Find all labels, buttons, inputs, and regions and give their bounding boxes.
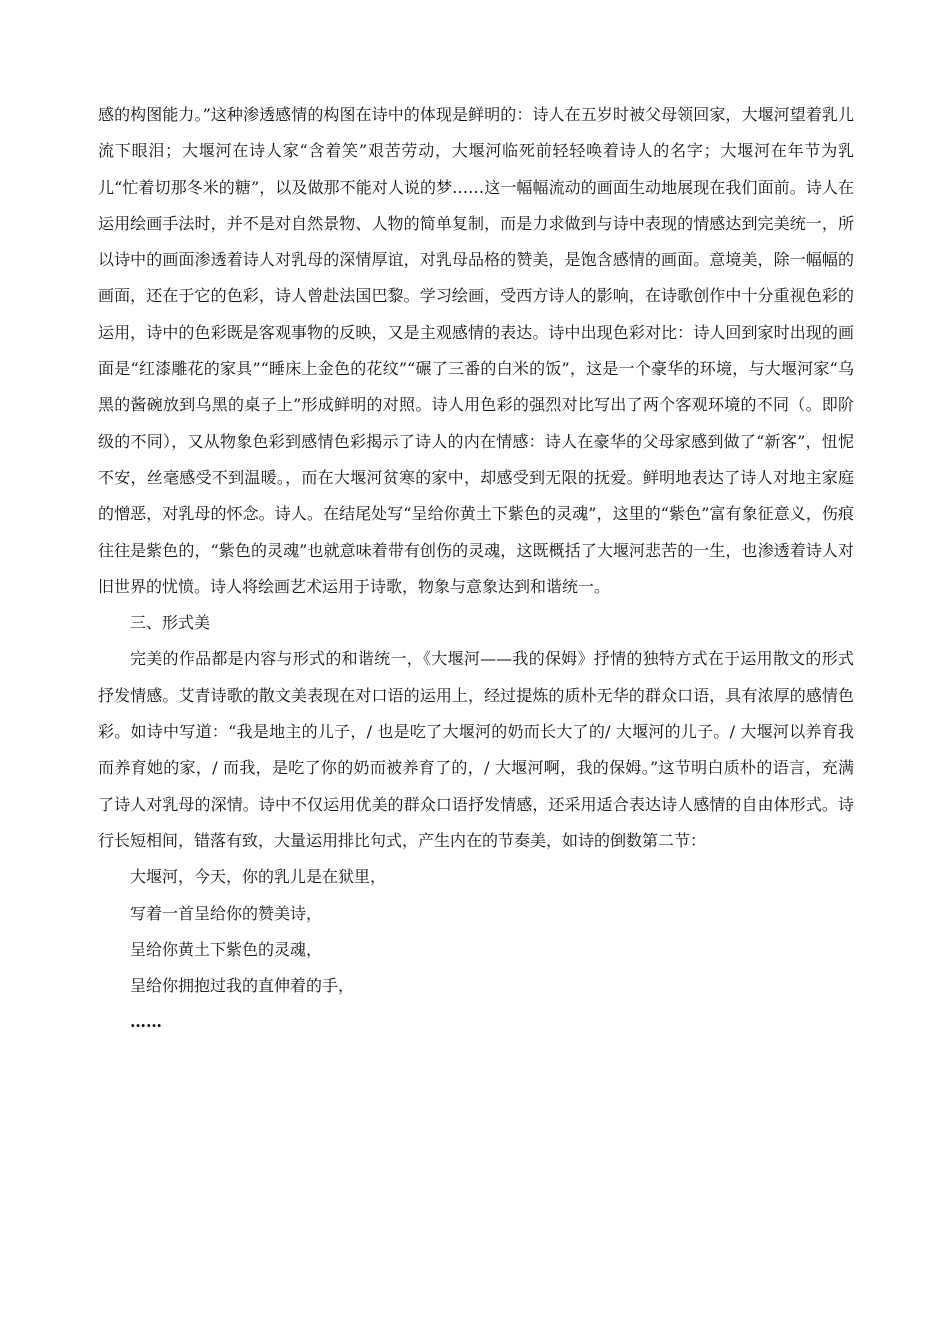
section-heading: 三、形式美 <box>130 613 211 633</box>
poem-line-4: 呈给你拥抱过我的直伸着的手， <box>130 976 355 996</box>
poem-line-3: 呈给你黄土下紫色的灵魂， <box>130 939 323 959</box>
document-body <box>98 97 854 1041</box>
poem-ellipsis: …… <box>130 1012 162 1032</box>
poem-excerpt <box>98 859 854 1040</box>
body-paragraph-2: 完美的作品都是内容与形式的和谐统一，《大堰河——我的保姆》抒情的独特方式在于运用散文的形式抒发情感。艾青诗歌的散文美表现在对口语的运用上，经过提炼的质朴无华的群众口语，具有浓厚的感情色彩。如诗中写道：“我是地主的儿子，/ 也是吃了大堰河的奶而长大了的/ 大堰河的儿子。/ 大堰河以养育我而养育她的家，/ 而我，是吃了你的奶而被养育了的，/ 大堰河啊，我的保姆。”这节明白质朴的语言，充满了诗人对乳母的深情。诗中不仅运用优美的群众口语抒发情感，还采用适合表达诗人感情的自由体形式。诗行长短相间，错落有致，大量运用排比句式，产生内在的节奏美，如诗的倒数第二节： <box>98 649 854 850</box>
poem-line-2: 写着一首呈给你的赞美诗， <box>130 903 323 923</box>
body-paragraph-1: 感的构图能力。”这种渗透感情的构图在诗中的体现是鲜明的：诗人在五岁时被父母领回家，大堰河望着乳儿流下眼泪；大堰河在诗人家“含着笑”艰苦劳动，大堰河临死前轻轻唤着诗人的名字；大堰河在年节为乳儿“忙着切那冬米的糖”，以及做那不能对人说的梦……这一幅幅流动的画面生动地展现在我们面前。诗人在运用绘画手法时，并不是对自然景物、人物的简单复制，而是力求做到与诗中表现的情感达到完美统一，所以诗中的画面渗透着诗人对乳母的深情厚谊，对乳母品格的赞美，是饱含感情的画面。意境美，除一幅幅的画面，还在于它的色彩，诗人曾赴法国巴黎。学习绘画，受西方诗人的影响，在诗歌创作中十分重视色彩的运用，诗中的色彩既是客观事物的反映，又是主观感情的表达。诗中出现色彩对比：诗人回到家时出现的画面是“红漆雕花的家具”“睡床上金色的花纹”“碾了三番的白米的饭”，这是一个豪华的环境，与大堰河家“乌黑的酱碗放到乌黑的桌子上”形成鲜明的对照。诗人用色彩的强烈对比写出了两个客观环境的不同（。即阶级的不同），又从物象色彩到感情色彩揭示了诗人的内在情感：诗人在豪华的父母家感到做了“新客”，忸怩不安，丝毫感受不到温暖。，而在大堰河贫寒的家中，却感受到无限的抚爱。鲜明地表达了诗人对地主家庭的憎恶，对乳母的怀念。诗人。在结尾处写“呈给你黄土下紫色的灵魂”，这里的“紫色”富有象征意义，伤痕往往是紫色的，“紫色的灵魂”也就意味着带有创伤的灵魂，这既概括了大堰河悲苦的一生，也渗透着诗人对旧世界的忧愤。诗人将绘画艺术运用于诗歌，物象与意象达到和谐统一。 <box>98 105 854 596</box>
poem-line-1: 大堰河，今天，你的乳儿是在狱里， <box>130 867 387 887</box>
